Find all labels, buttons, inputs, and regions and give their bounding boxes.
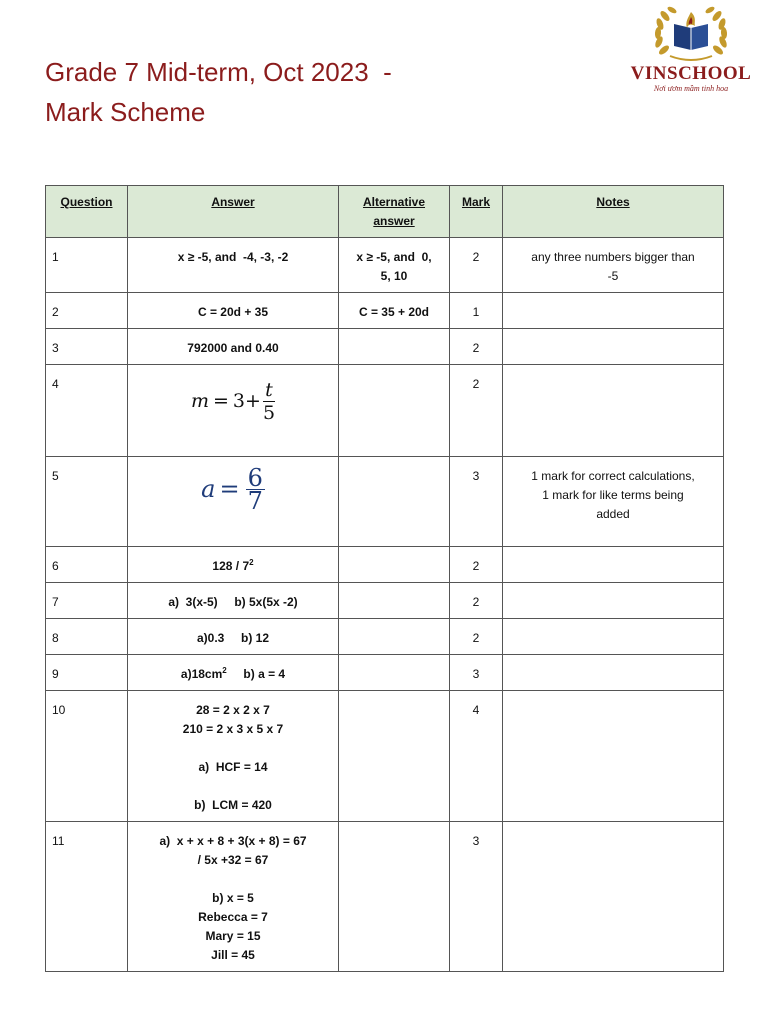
answer-cell — [128, 329, 339, 365]
answer-line: Rebecca = 7 — [198, 910, 268, 924]
math-term: 3+ — [232, 390, 261, 412]
answer-cell — [128, 655, 339, 691]
logo-name: VINSCHOOL — [630, 63, 752, 84]
table-row — [46, 822, 724, 972]
alternative-answer-cell — [339, 619, 450, 655]
math-equals: = — [219, 475, 240, 503]
math-fraction — [263, 379, 275, 424]
alternative-answer-cell — [339, 329, 450, 365]
notes-line: any three numbers bigger than — [531, 250, 695, 264]
table-row — [46, 238, 724, 293]
alternative-answer-cell — [339, 691, 450, 822]
answer-line: 210 = 2 x 3 x 5 x 7 — [182, 722, 284, 736]
fraction-numerator: t — [265, 379, 273, 401]
mark-cell: 2 — [450, 365, 503, 457]
answer-line: C = 20d + 35 — [197, 305, 269, 319]
answer-cell — [128, 457, 339, 547]
notes-line: -5 — [607, 269, 619, 283]
header-notes: Notes — [503, 186, 724, 238]
notes-cell — [503, 619, 724, 655]
table-row — [46, 655, 724, 691]
alternative-answer-cell — [339, 457, 450, 547]
answer-line: a) 3(x-5) b) 5x(5x -2) — [168, 595, 298, 609]
header-question: Question — [46, 186, 128, 238]
answer-line: 28 = 2 x 2 x 7 — [196, 703, 270, 717]
mark-cell: 3 — [450, 457, 503, 547]
table-row — [46, 619, 724, 655]
table-row — [46, 547, 724, 583]
mark-cell: 2 — [450, 547, 503, 583]
vinschool-logo — [618, 4, 764, 104]
answer-cell — [128, 619, 339, 655]
answer-line — [134, 870, 332, 889]
question-number: 11 — [46, 822, 128, 972]
laurel-book-emblem-icon — [650, 4, 732, 66]
table-row — [46, 365, 724, 457]
notes-cell — [503, 547, 724, 583]
alternative-answer-cell — [339, 293, 450, 329]
header-mark: Mark — [450, 186, 503, 238]
answer-cell — [128, 365, 339, 457]
mark-cell: 2 — [450, 329, 503, 365]
mark-cell: 4 — [450, 691, 503, 822]
title-line-2: Mark Scheme — [45, 97, 206, 127]
answer-cell — [128, 583, 339, 619]
question-number: 5 — [46, 457, 128, 547]
notes-line: added — [596, 507, 630, 521]
table-row — [46, 329, 724, 365]
question-number: 9 — [46, 655, 128, 691]
answer-line: a) x + x + 8 + 3(x + 8) = 67 — [159, 834, 307, 848]
answer-line: / 5x +32 = 67 — [197, 853, 269, 867]
mark-scheme-table — [45, 185, 724, 972]
math-expression — [191, 379, 275, 424]
question-number: 3 — [46, 329, 128, 365]
table-row — [46, 691, 724, 822]
notes-cell — [503, 365, 724, 457]
alternative-answer-cell — [339, 583, 450, 619]
answer-line — [134, 739, 332, 758]
notes-cell — [503, 583, 724, 619]
answer-exponent: 2 — [222, 666, 227, 675]
answer-cell — [128, 691, 339, 822]
fraction-numerator: 6 — [247, 464, 263, 492]
answer-cell — [128, 547, 339, 583]
answer-exponent: 2 — [249, 558, 254, 567]
question-number: 4 — [46, 365, 128, 457]
alternative-answer-line: x ≥ -5, and 0, — [356, 250, 432, 264]
notes-line: 1 mark for correct calculations, — [531, 469, 695, 483]
question-number: 8 — [46, 619, 128, 655]
notes-cell — [503, 457, 724, 547]
page-title — [45, 52, 392, 132]
answer-line: b) x = 5 — [212, 891, 254, 905]
alternative-answer-cell — [339, 238, 450, 293]
notes-line: 1 mark for like terms being — [542, 488, 684, 502]
answer-line: Jill = 45 — [211, 948, 255, 962]
notes-cell — [503, 655, 724, 691]
mark-cell: 2 — [450, 238, 503, 293]
alternative-answer-cell — [339, 365, 450, 457]
answer-line — [134, 557, 332, 576]
mark-cell: 3 — [450, 822, 503, 972]
answer-cell — [128, 293, 339, 329]
notes-cell — [503, 822, 724, 972]
notes-cell — [503, 691, 724, 822]
answer-text: 128 / 7 — [212, 559, 250, 573]
header-alternative-answer: Alternative answer — [339, 186, 450, 238]
notes-cell — [503, 238, 724, 293]
alternative-answer-cell — [339, 655, 450, 691]
fraction-denominator: 7 — [247, 487, 263, 515]
title-line-1: Grade 7 Mid-term, Oct 2023 - — [45, 57, 392, 87]
mark-cell: 3 — [450, 655, 503, 691]
question-number: 7 — [46, 583, 128, 619]
mark-cell: 2 — [450, 619, 503, 655]
answer-cell — [128, 238, 339, 293]
question-number: 2 — [46, 293, 128, 329]
question-number: 6 — [46, 547, 128, 583]
notes-cell — [503, 293, 724, 329]
math-fraction — [246, 464, 265, 515]
answer-line: Mary = 15 — [205, 929, 261, 943]
table-row — [46, 457, 724, 547]
table-row — [46, 583, 724, 619]
table-row — [46, 293, 724, 329]
answer-text: b) a = 4 — [226, 667, 286, 681]
alternative-answer-cell — [339, 547, 450, 583]
table-header-row — [46, 186, 724, 238]
alternative-answer-line: C = 35 + 20d — [358, 305, 430, 319]
answer-line: b) LCM = 420 — [194, 798, 272, 812]
math-equals: = — [213, 390, 229, 412]
mark-cell: 2 — [450, 583, 503, 619]
math-variable: m — [190, 390, 209, 412]
logo-tagline: Nơi ươm mầm tinh hoa — [653, 84, 729, 93]
answer-cell — [128, 822, 339, 972]
question-number: 1 — [46, 238, 128, 293]
math-expression — [201, 464, 265, 515]
answer-line: 792000 and 0.40 — [187, 341, 279, 355]
notes-cell — [503, 329, 724, 365]
header-answer: Answer — [128, 186, 339, 238]
answer-line — [134, 665, 332, 684]
math-variable: a — [201, 475, 216, 503]
answer-line: a) HCF = 14 — [198, 760, 268, 774]
fraction-denominator: 5 — [262, 402, 276, 424]
answer-line: a)0.3 b) 12 — [196, 631, 270, 645]
alternative-answer-line: 5, 10 — [380, 269, 408, 283]
answer-line — [134, 777, 332, 796]
answer-text: a)18cm — [180, 667, 223, 681]
question-number: 10 — [46, 691, 128, 822]
alternative-answer-cell — [339, 822, 450, 972]
answer-line: x ≥ -5, and -4, -3, -2 — [177, 250, 289, 264]
mark-cell: 1 — [450, 293, 503, 329]
